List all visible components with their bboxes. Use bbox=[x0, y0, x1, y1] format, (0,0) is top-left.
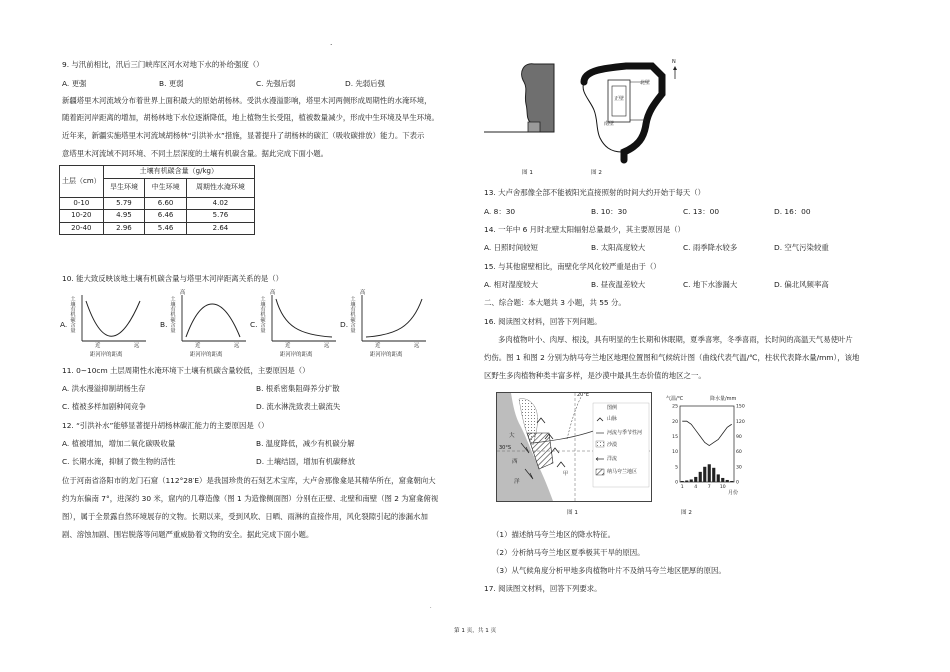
ocean-label-3: 洋 bbox=[514, 479, 520, 485]
left-tick-label: 5 bbox=[675, 465, 678, 471]
q11-option-c: C. 植被多样加剧种间竞争 bbox=[62, 402, 146, 411]
map-lat-label: 30°S bbox=[499, 445, 512, 451]
right-tick-label: 150 bbox=[736, 404, 745, 410]
precip-bar bbox=[694, 477, 697, 482]
footer-mark: · bbox=[430, 605, 432, 611]
curve-b-svg bbox=[180, 293, 248, 345]
table-col-meso: 中生环境 bbox=[145, 178, 187, 197]
curve-c-svg bbox=[270, 293, 338, 345]
q11-option-d: D. 流水淋洗致表土碳流失 bbox=[256, 402, 341, 411]
table-cell: 6.60 bbox=[145, 197, 187, 210]
y-high: 高 bbox=[360, 290, 366, 296]
q9-option-c: C. 先强后弱 bbox=[256, 79, 296, 88]
table-row bbox=[60, 210, 255, 223]
precip-bar bbox=[721, 478, 724, 482]
graph-letter: D. bbox=[340, 320, 349, 329]
map-svg bbox=[497, 393, 651, 501]
tarim-line-3: 近年来，新疆实施塔里木河流域胡杨林“引洪补水”措施，显著提升了胡杨林的碳汇（吸收碳排放）能力。下表示 bbox=[62, 131, 425, 140]
x-tick-label: 4 bbox=[694, 485, 698, 490]
fig2-caption: 图 2 bbox=[591, 170, 602, 176]
table-cell: 6.46 bbox=[145, 210, 187, 223]
north-arrow-label: N bbox=[672, 59, 676, 65]
tarim-line-2: 随着距河岸距离的增加，胡杨林地下水位逐渐降低，地上植物生长受阻，植被数量减少，形成中生环境及旱生环境。 bbox=[62, 113, 439, 122]
q15-stem: 15. 与其他窟壁相比，南壁化学风化较严重是由于（） bbox=[484, 262, 661, 271]
graph-xlabel: 距河岸的距离 bbox=[190, 352, 223, 358]
q15-option-c: C. 地下水渗漏大 bbox=[683, 280, 738, 289]
precip-bar bbox=[703, 467, 706, 482]
q13-option-b: B. 10：30 bbox=[591, 207, 627, 216]
q14-option-b: B. 太阳高度较大 bbox=[591, 243, 646, 252]
graph-letter: B. bbox=[160, 320, 168, 329]
precip-bar bbox=[681, 481, 684, 482]
precip-bar bbox=[717, 474, 720, 482]
q12-option-b: B. 温度降低，减少有机碳分解 bbox=[256, 439, 355, 448]
table-cell: 2.64 bbox=[186, 222, 254, 235]
main-wall-label: 正壁 bbox=[614, 96, 625, 102]
graph-ylabel: 土壤有机碳含量 bbox=[259, 296, 266, 333]
precip-bar bbox=[708, 464, 711, 482]
map-caption: 图 1 bbox=[567, 510, 578, 516]
left-tick-label: 10 bbox=[672, 450, 678, 456]
q12-option-c: C. 长期水淹，抑制了微生物的活性 bbox=[62, 457, 176, 466]
curve-d-svg bbox=[360, 293, 428, 345]
right-tick-label: 120 bbox=[736, 419, 745, 425]
table-cell: 10-20 bbox=[60, 210, 104, 223]
longmen-line-1: 位于河南省洛阳市的龙门石窟（112°28′E）是我国珍贵的石刻艺术宝库，大卢舍那像龛是其精华所在，窟龛朝向大 bbox=[62, 476, 436, 485]
longmen-line-4: 剧、溶蚀加剧、围岩脱落等问题严重威胁着文物的安全。据此完成下面小题。 bbox=[62, 530, 314, 539]
q17-stem: 17. 阅读图文材料，回答下列要求。 bbox=[484, 584, 602, 593]
climate-chart bbox=[666, 396, 752, 504]
table-col-dry: 旱生环境 bbox=[103, 178, 145, 197]
q11-stem: 11. 0~10cm 土层周期性水淹环境下土壤有机碳含量较低，主要原因是（） bbox=[62, 366, 310, 375]
south-wall-label: 南壁 bbox=[604, 121, 615, 127]
curve-a-svg bbox=[80, 293, 148, 345]
graph-ylabel: 土壤有机碳含量 bbox=[349, 296, 356, 333]
table-cell: 5.46 bbox=[145, 222, 187, 235]
chart-temp-label: 气温/℃ bbox=[666, 396, 684, 402]
q10-graph-c bbox=[250, 290, 340, 361]
fig1-caption: 图 1 bbox=[522, 170, 533, 176]
chart-x-unit: 月份 bbox=[728, 490, 739, 496]
q16-material-line-3: 区野生多肉植物种类丰富多样，是沙漠中最具生态价值的地区之一。 bbox=[484, 371, 706, 380]
q11-option-b: B. 根系密集阻碍养分扩散 bbox=[256, 384, 340, 393]
x-far: 远 bbox=[134, 343, 140, 349]
q15-option-d: D. 偏北风频率高 bbox=[774, 280, 829, 289]
ocean-label-1: 大 bbox=[509, 433, 515, 439]
q10-graph-d bbox=[340, 290, 430, 361]
q13-option-c: C. 13：00 bbox=[683, 207, 720, 216]
statue-side-figure bbox=[484, 56, 556, 136]
precip-bar bbox=[685, 480, 688, 482]
left-tick-label: 25 bbox=[672, 404, 678, 410]
legend-namaqualand: 纳马夸兰地区 bbox=[607, 469, 638, 475]
page-footer: 第 1 页，共 1 页 bbox=[454, 628, 497, 634]
table-cell: 2.96 bbox=[103, 222, 145, 235]
q12-option-a: A. 植被增加，增加二氧化碳吸收量 bbox=[62, 439, 176, 448]
q9-stem: 9. 与汛前相比，汛后三门峡库区河水对地下水的补给强度（） bbox=[62, 60, 264, 69]
q14-option-c: C. 雨季降水较多 bbox=[683, 243, 738, 252]
precip-bar bbox=[699, 472, 702, 482]
y-high: 高 bbox=[180, 290, 186, 296]
table-cell: 20-40 bbox=[60, 222, 104, 235]
table-depth-header: 土层（cm） bbox=[60, 166, 104, 198]
chart-precip-label: 降水量/mm bbox=[710, 396, 737, 402]
graph-xlabel: 距河岸的距离 bbox=[370, 352, 403, 358]
temperature-line bbox=[682, 421, 732, 445]
cave-plan-figure bbox=[566, 60, 706, 165]
right-tick-label: 30 bbox=[736, 465, 742, 471]
table-group-header: 土壤有机碳含量（g/kg） bbox=[103, 166, 254, 179]
table-cell: 5.76 bbox=[186, 210, 254, 223]
q13-stem: 13. 大卢舍那像全部不能被阳光直接照射的时间大约开始于每天（） bbox=[484, 188, 706, 197]
q14-option-d: D. 空气污染较重 bbox=[774, 243, 829, 252]
graph-ylabel: 土壤有机碳含量 bbox=[69, 296, 76, 333]
q16-question-3: （3）从气候角度分析甲地多肉植物叶片不及纳马夸兰地区肥厚的原因。 bbox=[492, 566, 726, 575]
longmen-line-2: 约为东偏南 7°，进深约 30 米，窟内的几尊造像（图 1 为造像侧面图）分别在正壁、北壁和南壁（图 2 为窟龛俯视 bbox=[62, 494, 439, 503]
q10-graph-b bbox=[160, 290, 250, 361]
header-mark: · bbox=[330, 40, 333, 49]
section-2-heading: 二、综合题：本大题共 3 小题，共 55 分。 bbox=[484, 298, 626, 307]
left-tick-label: 0 bbox=[675, 480, 678, 486]
table-cell: 4.95 bbox=[103, 210, 145, 223]
graph-ylabel: 土壤有机碳含量 bbox=[169, 296, 176, 333]
right-tick-label: 0 bbox=[736, 480, 739, 486]
north-wall-label: 北壁 bbox=[640, 80, 651, 86]
q13-option-d: D. 16：00 bbox=[774, 207, 811, 216]
left-tick-label: 20 bbox=[672, 419, 678, 425]
ocean-label-2: 西 bbox=[512, 459, 518, 465]
tarim-line-4: 意塔里木河流域不同环境、不同土层深度的土壤有机碳含量。据此完成下面小题。 bbox=[62, 149, 329, 158]
q14-option-a: A. 日照时间较短 bbox=[484, 243, 538, 252]
q16-question-1: （1）描述纳马夸兰地区的降水特征。 bbox=[492, 530, 615, 539]
graph-xlabel: 距河岸的距离 bbox=[90, 352, 123, 358]
graph-letter: C. bbox=[250, 320, 258, 329]
q15-option-b: B. 昼夜温差较大 bbox=[591, 280, 646, 289]
namaqualand-map bbox=[496, 392, 652, 502]
q13-option-a: A. 8：30 bbox=[484, 207, 516, 216]
legend-mountain: 山脉 bbox=[607, 416, 618, 422]
north-arrow-icon bbox=[672, 66, 678, 80]
q9-option-d: D. 先弱后强 bbox=[345, 79, 385, 88]
q16-material-line-1: 多肉植物叶小、肉厚、根浅，具有明显的生长期和休眠期，夏季喜寒，冬季喜雨，长时间的高温天气易使叶片 bbox=[498, 335, 853, 344]
x-tick-label: 1 bbox=[680, 485, 684, 490]
map-lon-label: 20°E bbox=[577, 392, 590, 398]
x-near: 近 bbox=[95, 343, 101, 349]
y-high: 高 bbox=[270, 290, 276, 296]
q12-option-d: D. 土壤结固，增加有机碳释放 bbox=[256, 457, 356, 466]
x-far: 远 bbox=[324, 343, 330, 349]
q9-option-a: A. 更强 bbox=[62, 79, 87, 88]
q16-stem: 16. 阅读图文材料，回答下列问题。 bbox=[484, 317, 602, 326]
x-near: 近 bbox=[375, 343, 381, 349]
precip-bar bbox=[690, 479, 693, 482]
precip-bar bbox=[730, 481, 733, 482]
q15-option-a: A. 相对湿度较大 bbox=[484, 280, 538, 289]
q10-graph-a bbox=[60, 293, 150, 361]
precip-bar bbox=[712, 468, 715, 482]
x-near: 近 bbox=[195, 343, 201, 349]
q14-stem: 14. 一年中 6 月时北壁太阳辐射总量最少，其主要原因是（） bbox=[484, 225, 685, 234]
table-cell: 5.79 bbox=[103, 197, 145, 210]
map-jia-label: 甲 bbox=[563, 471, 569, 477]
q16-question-2: （2）分析纳马夸兰地区夏季极其干旱的原因。 bbox=[492, 548, 645, 557]
longmen-line-3: 图），属于全景露自然环境展存的文物。长期以来，受到风吹、日晒、雨淋的直接作用，风化裂隙引起的渗漏水加 bbox=[62, 512, 428, 521]
table-col-flood: 周期性水淹环境 bbox=[186, 178, 254, 197]
left-tick-label: 15 bbox=[672, 435, 678, 440]
graph-xlabel: 距河岸的距离 bbox=[280, 352, 313, 358]
x-tick-label: 7 bbox=[707, 485, 711, 490]
soil-carbon-table bbox=[59, 165, 255, 235]
right-tick-label: 60 bbox=[736, 450, 742, 456]
climate-chart-svg bbox=[666, 402, 752, 494]
q9-option-b: B. 更弱 bbox=[159, 79, 184, 88]
x-tick-label: 10 bbox=[719, 485, 726, 490]
table-row bbox=[60, 197, 255, 210]
table-row bbox=[60, 222, 255, 235]
x-far: 远 bbox=[234, 343, 240, 349]
q12-stem: 12. “引洪补水”能够显著提升胡杨林碳汇能力的主要原因是（） bbox=[62, 421, 269, 430]
tarim-line-1: 新疆塔里木河流域分布着世界上面积最大的原始胡杨林。受洪水漫溢影响，塔里木河两侧形成周期性的水淹环境， bbox=[62, 96, 432, 105]
climate-caption: 图 2 bbox=[681, 510, 692, 516]
x-far: 远 bbox=[414, 343, 420, 349]
q16-material-line-2: 灼伤。图 1 和图 2 分别为纳马夸兰地区地理位置图和气候统计图（曲线代表气温/℃，柱状代表降水量/mm），该地 bbox=[484, 353, 860, 362]
right-tick-label: 90 bbox=[736, 435, 742, 440]
graph-letter: A. bbox=[60, 320, 68, 329]
q11-option-a: A. 洪水漫溢抑制胡杨生存 bbox=[62, 384, 146, 393]
legend-title: 图例 bbox=[607, 405, 618, 411]
table-cell: 4.02 bbox=[186, 197, 254, 210]
precip-bar bbox=[726, 480, 729, 482]
legend-current: 洋流 bbox=[607, 456, 618, 462]
legend-river: 河流与季节性河 bbox=[607, 430, 643, 436]
q10-stem: 10. 能大致反映该地土壤有机碳含量与塔里木河岸距离关系的是（） bbox=[62, 274, 284, 283]
x-near: 近 bbox=[285, 343, 291, 349]
legend-desert: 沙漠 bbox=[607, 442, 618, 448]
table-cell: 0-10 bbox=[60, 197, 104, 210]
